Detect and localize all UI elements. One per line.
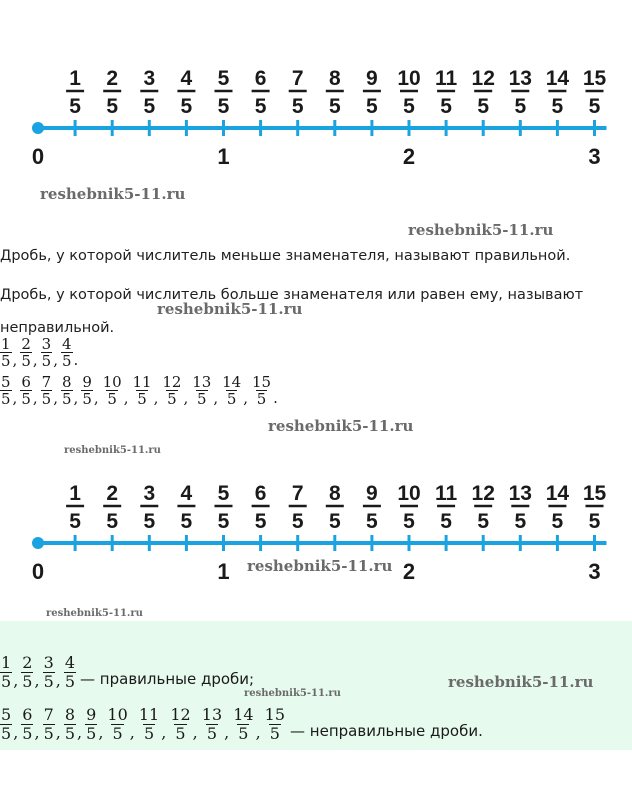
numerator: 2 <box>21 335 31 353</box>
fraction-denominator: 5 <box>366 510 378 533</box>
fraction <box>161 374 182 407</box>
separator: , <box>55 671 61 690</box>
integer-label: 3 <box>588 144 601 169</box>
fraction-numerator: 12 <box>471 482 495 505</box>
denominator: 5 <box>61 352 72 370</box>
separator: , <box>192 723 198 742</box>
fraction-numerator: 5 <box>217 482 230 505</box>
fraction <box>43 706 55 743</box>
fraction <box>21 706 33 743</box>
fraction <box>191 374 212 407</box>
fraction-numerator: 12 <box>471 67 495 90</box>
separator: , <box>153 389 159 407</box>
numerator: 1 <box>1 653 12 672</box>
denominator: 5 <box>112 724 123 743</box>
fraction-numerator: 11 <box>434 482 458 505</box>
fraction-list-caption: — правильные дроби; <box>80 670 255 688</box>
fraction-numerator: 7 <box>291 482 304 505</box>
denominator: 5 <box>137 390 147 408</box>
fraction-numerator: 2 <box>106 482 119 505</box>
separator: , <box>32 389 38 407</box>
integer-label: 2 <box>402 559 416 584</box>
numerator: 11 <box>138 705 160 724</box>
fraction-denominator: 5 <box>588 510 601 533</box>
fraction-denominator: 5 <box>180 95 193 118</box>
fraction-denominator: 5 <box>254 95 267 118</box>
start-dot <box>32 537 44 549</box>
fraction-denominator: 5 <box>69 95 81 118</box>
number-line-top <box>0 60 632 180</box>
fraction-numerator: 10 <box>397 482 421 505</box>
numerator: 5 <box>1 705 12 724</box>
fraction-denominator: 5 <box>69 510 81 533</box>
fraction <box>264 706 286 743</box>
fraction-denominator: 5 <box>328 95 341 118</box>
separator: . <box>273 389 278 407</box>
fraction <box>232 706 254 743</box>
fraction <box>102 374 123 407</box>
numerator: 10 <box>107 705 128 724</box>
fraction-list-caption: — неправильные дроби. <box>290 722 483 740</box>
numerator: 14 <box>233 705 254 724</box>
fraction-numerator: 6 <box>254 482 267 505</box>
fraction-numerator: 9 <box>366 67 378 90</box>
number-line-bottom <box>0 475 632 595</box>
fraction <box>106 706 128 743</box>
denominator: 5 <box>107 390 117 408</box>
fraction-numerator: 3 <box>143 482 156 505</box>
fraction-numerator: 3 <box>143 67 156 90</box>
denominator: 5 <box>1 724 12 743</box>
integer-label: 2 <box>402 144 416 169</box>
fraction-denominator: 5 <box>477 95 490 118</box>
fraction <box>251 374 272 407</box>
fraction-numerator: 13 <box>508 67 532 90</box>
fraction <box>61 374 73 407</box>
fraction-numerator: 4 <box>180 67 193 90</box>
fraction <box>61 336 73 369</box>
watermark: reshebnik5-11.ru <box>46 608 143 619</box>
separator: , <box>34 723 40 742</box>
watermark: reshebnik5-11.ru <box>157 300 303 318</box>
numerator: 6 <box>21 373 31 391</box>
watermark: reshebnik5-11.ru <box>408 221 554 239</box>
denominator: 5 <box>86 724 97 743</box>
denominator: 5 <box>167 390 177 408</box>
separator: , <box>98 723 104 742</box>
fraction-denominator: 5 <box>440 510 452 533</box>
fraction-denominator: 5 <box>514 510 527 533</box>
fraction-numerator: 14 <box>545 67 570 90</box>
fraction <box>0 654 12 691</box>
separator: , <box>32 351 38 369</box>
denominator: 5 <box>175 724 186 743</box>
separator: , <box>243 389 249 407</box>
numerator: 9 <box>86 705 97 724</box>
numerator: 7 <box>43 705 54 724</box>
watermark: reshebnik5-11.ru <box>64 445 161 456</box>
fraction-denominator: 5 <box>551 95 564 118</box>
number-line-svg <box>0 475 632 595</box>
separator: , <box>129 723 135 742</box>
separator: , <box>161 723 167 742</box>
fraction-numerator: 5 <box>217 67 230 90</box>
fraction-numerator: 1 <box>69 67 81 90</box>
numerator: 8 <box>64 705 76 724</box>
fraction <box>41 336 53 369</box>
denominator: 5 <box>64 724 76 743</box>
denominator: 5 <box>82 390 92 408</box>
denominator: 5 <box>206 724 218 743</box>
fraction <box>41 374 53 407</box>
fraction-numerator: 6 <box>254 67 267 90</box>
denominator: 5 <box>1 672 12 691</box>
answer-improper-row <box>0 706 483 743</box>
proper-fractions-list <box>0 336 81 369</box>
numerator: 13 <box>192 373 212 391</box>
fraction-numerator: 4 <box>180 482 193 505</box>
fraction-denominator: 5 <box>106 95 119 118</box>
fraction-numerator: 15 <box>582 482 607 505</box>
numerator: 15 <box>264 705 286 724</box>
numerator: 6 <box>22 705 33 724</box>
denominator: 5 <box>21 390 31 408</box>
fraction <box>20 336 32 369</box>
fraction <box>0 706 12 743</box>
numerator: 4 <box>61 335 72 353</box>
fraction <box>132 374 153 407</box>
fraction <box>43 654 55 691</box>
denominator: 5 <box>256 390 267 408</box>
denominator: 5 <box>238 724 249 743</box>
denominator: 5 <box>41 390 52 408</box>
fraction-numerator: 1 <box>69 482 81 505</box>
fraction-denominator: 5 <box>403 510 415 533</box>
fraction <box>81 374 93 407</box>
start-dot <box>32 122 44 134</box>
fraction-denominator: 5 <box>291 510 304 533</box>
numerator: 5 <box>1 373 11 391</box>
separator: , <box>255 723 261 742</box>
denominator: 5 <box>61 390 72 408</box>
integer-label: 0 <box>31 559 45 584</box>
watermark: reshebnik5-11.ru <box>268 417 414 435</box>
fraction-denominator: 5 <box>440 95 452 118</box>
fraction-denominator: 5 <box>328 510 341 533</box>
fraction-numerator: 10 <box>397 67 421 90</box>
integer-label: 0 <box>31 144 45 169</box>
numerator: 12 <box>162 373 182 391</box>
fraction-denominator: 5 <box>217 510 230 533</box>
integer-label: 1 <box>217 559 230 584</box>
numerator: 11 <box>132 373 152 391</box>
fraction-numerator: 8 <box>328 482 341 505</box>
denominator: 5 <box>1 390 11 408</box>
improper-definition: Дробь, у которой числитель больше знаменателя или равен ему, называют неправильной. <box>0 287 584 336</box>
numerator: 7 <box>41 373 52 391</box>
denominator: 5 <box>41 352 52 370</box>
fraction <box>64 654 76 691</box>
number-line-svg <box>0 60 632 180</box>
separator: , <box>55 723 61 742</box>
numerator: 4 <box>64 653 76 672</box>
numerator: 9 <box>82 373 92 391</box>
integer-label: 3 <box>588 559 601 584</box>
numerator: 8 <box>61 373 72 391</box>
fraction-numerator: 9 <box>366 482 378 505</box>
fraction-numerator: 11 <box>434 67 458 90</box>
fraction <box>0 336 12 369</box>
fraction <box>201 706 223 743</box>
watermark: reshebnik5-11.ru <box>448 673 594 691</box>
separator: , <box>183 389 189 407</box>
denominator: 5 <box>226 390 237 408</box>
fraction-denominator: 5 <box>106 510 119 533</box>
denominator: 5 <box>22 672 33 691</box>
denominator: 5 <box>197 390 207 408</box>
separator: , <box>93 389 99 407</box>
fraction-denominator: 5 <box>254 510 267 533</box>
answer-proper-row <box>0 654 254 691</box>
denominator: 5 <box>1 352 11 370</box>
separator: , <box>77 723 83 742</box>
fraction <box>0 374 12 407</box>
fraction <box>20 374 32 407</box>
fraction-denominator: 5 <box>514 95 527 118</box>
numerator: 15 <box>252 373 272 391</box>
fraction-denominator: 5 <box>291 95 304 118</box>
proper-definition: Дробь, у которой числитель меньше знаменателя, называют правильной. <box>0 248 571 264</box>
denominator: 5 <box>43 672 54 691</box>
fraction <box>169 706 191 743</box>
denominator: 5 <box>43 724 54 743</box>
fraction <box>138 706 160 743</box>
fraction-numerator: 2 <box>106 67 119 90</box>
fraction-denominator: 5 <box>217 95 230 118</box>
fraction-numerator: 13 <box>508 482 532 505</box>
separator: , <box>53 389 58 407</box>
separator: , <box>12 389 18 407</box>
numerator: 10 <box>102 373 122 391</box>
fraction <box>221 374 242 407</box>
separator: , <box>12 351 18 369</box>
fraction-denominator: 5 <box>143 510 156 533</box>
fraction-numerator: 15 <box>582 67 607 90</box>
numerator: 1 <box>1 335 11 353</box>
fraction-numerator: 8 <box>328 67 341 90</box>
watermark: reshebnik5-11.ru <box>40 185 186 203</box>
denominator: 5 <box>143 724 155 743</box>
fraction-denominator: 5 <box>143 95 156 118</box>
improper-fractions-list <box>0 374 281 407</box>
separator: , <box>224 723 230 742</box>
watermark: reshebnik5-11.ru <box>247 557 393 575</box>
separator: , <box>53 351 58 369</box>
fraction-numerator: 14 <box>545 482 570 505</box>
watermark: reshebnik5-11.ru <box>244 688 341 699</box>
fraction-denominator: 5 <box>477 510 490 533</box>
separator: , <box>73 389 79 407</box>
denominator: 5 <box>64 672 76 691</box>
fraction <box>85 706 97 743</box>
separator: , <box>13 671 19 690</box>
denominator: 5 <box>269 724 280 743</box>
fraction-denominator: 5 <box>180 510 193 533</box>
numerator: 3 <box>41 335 52 353</box>
integer-label: 1 <box>217 144 230 169</box>
fraction-denominator: 5 <box>403 95 415 118</box>
fraction-numerator: 7 <box>291 67 304 90</box>
separator: . <box>73 351 79 369</box>
separator: , <box>34 671 40 690</box>
denominator: 5 <box>21 352 31 370</box>
fraction-denominator: 5 <box>588 95 601 118</box>
denominator: 5 <box>22 724 33 743</box>
fraction <box>64 706 76 743</box>
numerator: 3 <box>43 653 54 672</box>
fraction <box>21 654 33 691</box>
separator: , <box>13 723 19 742</box>
separator: , <box>123 389 129 407</box>
fraction-denominator: 5 <box>551 510 564 533</box>
numerator: 14 <box>222 373 242 391</box>
numerator: 13 <box>201 705 223 724</box>
numerator: 2 <box>22 653 33 672</box>
fraction-denominator: 5 <box>366 95 378 118</box>
separator: , <box>213 389 219 407</box>
numerator: 12 <box>170 705 191 724</box>
answer-block <box>0 621 632 750</box>
